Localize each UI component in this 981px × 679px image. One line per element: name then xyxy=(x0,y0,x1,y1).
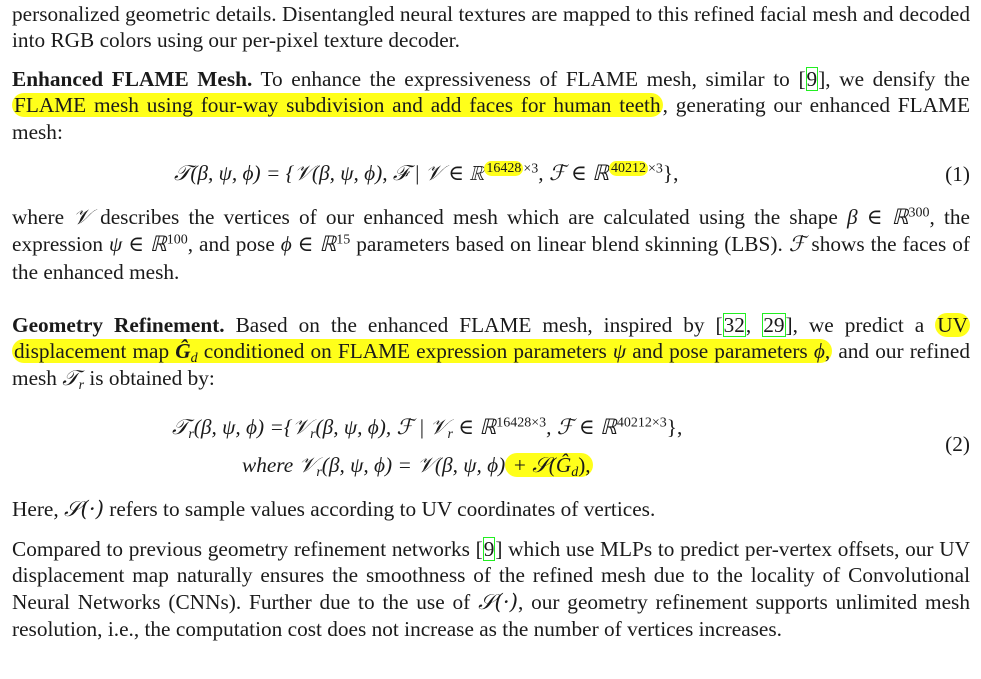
enhanced-flame-mesh-paragraph: Enhanced FLAME Mesh. To enhance the expressiveness of FLAME mesh, similar to [9], we densify the FLAME mesh using four-way subdivision and add faces for human teeth, generating our enhanced FLAME mesh: xyxy=(12,67,971,144)
subscript: r xyxy=(188,427,194,443)
variables-paragraph xyxy=(12,204,970,285)
highlight-text: and pose parameters xyxy=(626,339,814,364)
math-symbol: 𝒮(·) xyxy=(64,497,104,522)
text-span: , the expression xyxy=(12,205,970,257)
math-symbol: ℱ xyxy=(788,232,806,258)
math-text: (β, ψ, ϕ) = 𝒱(β, ψ, ϕ) xyxy=(321,453,506,477)
text-span: Compared to previous geometry refinement networks xyxy=(12,537,476,561)
subscript: r xyxy=(316,465,322,481)
highlighted-text[interactable]: FLAME mesh using four-way subdivision and add faces for human teeth xyxy=(14,93,661,118)
text-span: , we densify the xyxy=(825,67,971,91)
equation-1-number: (1) xyxy=(945,162,970,186)
equation-2-number: (2) xyxy=(945,432,970,456)
math-symbol: β ∈ ℝ xyxy=(846,205,909,229)
math-symbol: ϕ ∈ ℝ xyxy=(280,232,337,257)
section-heading-enhanced-flame-mesh: Enhanced FLAME Mesh. xyxy=(12,67,253,91)
text-span: which use MLPs to predict per-vertex offsets, our UV displacement map naturally ensures the smoothness of the refined mesh due to the locality of Convolutional Neural Networks (CNNs). Further due to the use of xyxy=(12,537,970,614)
highlight-text: conditioned on FLAME expression parameters xyxy=(197,339,613,364)
math-text: where 𝒱 xyxy=(242,453,317,477)
text-span: To enhance the expressiveness of FLAME mesh, similar to xyxy=(252,67,799,91)
text-span: refers to sample values according to UV coordinates of vertices. xyxy=(103,497,656,521)
geometry-refinement-paragraph: Geometry Refinement. Based on the enhanced FLAME mesh, inspired by [32, 29], we predict a UV displacement map $Ĝ_d$ conditioned on FLAME expression parameters ψ and pose parameters ϕ, and our refined mesh 𝒯$_r$ is obtained by: xyxy=(12,313,971,393)
citation-link[interactable]: 9 xyxy=(806,67,818,91)
intro-text: personalized geometric details. Disentangled neural textures are mapped to this refined facial mesh and decoded into RGB colors using our per-pixel texture decoder. xyxy=(12,2,970,53)
equation-2-line-2 xyxy=(242,452,593,481)
subscript: d xyxy=(190,351,198,367)
subscript: d xyxy=(571,465,579,481)
equation-1-end: }, xyxy=(662,161,679,185)
citation-link[interactable]: 32 xyxy=(723,313,745,337)
math-symbol: 𝒱 xyxy=(73,205,91,230)
intro-paragraph xyxy=(12,1,970,54)
equation-1-mid: , ℱ ∈ ℝ xyxy=(538,161,609,185)
math-symbol: ϕ xyxy=(813,339,825,364)
comparison-paragraph: Compared to previous geometry refinement networks [9] which use MLPs to predict per-vertex offsets, our UV displacement map naturally ensures the smoothness of the refined mesh due to the locality of Convolutional Neural Networks (CNNs). Further due to the use of 𝒮(·), our geometry refinement supports unlimited mesh resolution, i.e., the computation cost does not increase as the number of vertices increases. xyxy=(12,537,970,641)
text-span: Based on the enhanced FLAME mesh, inspired by xyxy=(224,313,716,337)
text-span: parameters based on linear blend skinning (LBS). xyxy=(350,232,789,257)
math-text: + 𝒮(Ĝ xyxy=(507,453,572,477)
math-text: (β, ψ, ϕ) ={𝒱 xyxy=(193,415,311,439)
superscript: 15 xyxy=(336,232,351,248)
math-symbol: ψ ∈ ℝ xyxy=(109,232,167,257)
math-text: , ℱ ∈ ℝ xyxy=(546,415,617,439)
superscript: 300 xyxy=(908,205,930,221)
text-span: where xyxy=(12,205,74,229)
math-text: (β, ψ, ϕ), ℱ | 𝒱 xyxy=(315,415,448,439)
text-span: , generating our enhanced FLAME mesh: xyxy=(12,93,970,144)
sampling-paragraph xyxy=(12,496,970,523)
subscript: r xyxy=(447,427,453,443)
equation-1 xyxy=(174,160,678,186)
highlighted-superscript[interactable]: 16428 xyxy=(486,161,522,177)
text-span: describes the vertices of our enhanced mesh which are calculated using the shape xyxy=(90,205,847,229)
math-symbol: 𝒮(·) xyxy=(478,589,518,615)
section-heading-geometry-refinement: Geometry Refinement. xyxy=(12,313,225,337)
highlight-text: UV displacement map xyxy=(14,313,968,364)
text-span: is obtained by: xyxy=(84,365,215,390)
math-text: ), xyxy=(578,453,591,477)
math-symbol: ψ xyxy=(612,339,627,364)
math-symbol: Ĝ xyxy=(175,339,191,364)
superscript: ×3 xyxy=(523,161,539,177)
citation-link[interactable]: 29 xyxy=(763,313,785,337)
text-span: shows the faces of the enhanced mesh. xyxy=(12,232,970,284)
subscript: r xyxy=(310,427,316,443)
citation-separator: , xyxy=(745,313,763,337)
superscript: ×3 xyxy=(647,161,663,177)
text-span: , we predict a xyxy=(792,313,936,337)
superscript: 100 xyxy=(166,232,188,248)
highlighted-math[interactable] xyxy=(505,453,592,481)
math-text: ∈ ℝ xyxy=(452,415,497,439)
math-text: }, xyxy=(666,415,683,439)
math-symbol: 𝒯 xyxy=(172,415,189,440)
highlight-text: , xyxy=(824,339,831,364)
text-span: and our refined mesh xyxy=(12,339,971,390)
citation-link[interactable]: 9 xyxy=(483,537,495,561)
subscript: r xyxy=(78,377,85,393)
math-symbol: 𝒯 xyxy=(62,365,79,391)
superscript: 40212×3 xyxy=(616,415,667,431)
equation-1-lhs: 𝒯(β, ψ, ϕ) = {𝒱(β, ψ, ϕ), ℱ | 𝒱 ∈ ℝ xyxy=(174,161,485,185)
text-span: , our geometry refinement supports unlimited mesh resolution, i.e., the computation cost does not increase as the number of vertices increases. xyxy=(12,589,970,641)
highlighted-superscript[interactable]: 40212 xyxy=(610,161,646,177)
text-span: , and pose xyxy=(187,232,281,257)
superscript: 16428×3 xyxy=(496,415,547,431)
text-span: Here, xyxy=(12,497,65,521)
equation-2-line-1 xyxy=(172,414,682,441)
